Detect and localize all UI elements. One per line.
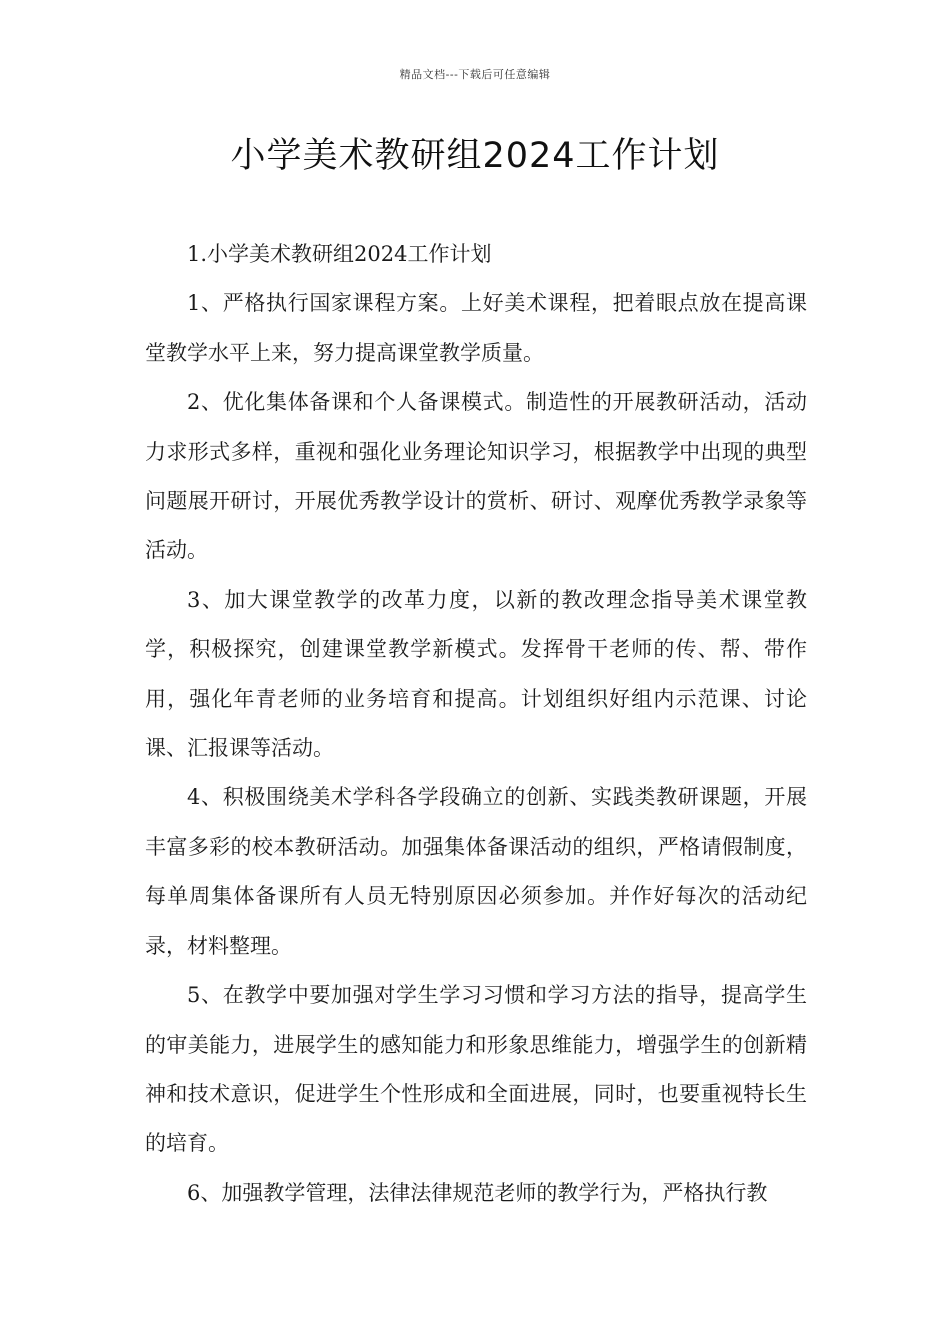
paragraph-intro: 1.小学美术教研组2024工作计划 — [187, 242, 492, 266]
paragraph-item-2: 2、优化集体备课和个人备课模式。制造性的开展教研活动，活动力求形式多样，重视和强化业务理论知识学习，根据教学中出现的典型问题展开研讨，开展优秀教学设计的赏析、研讨、观摩优秀教学录象等活动。 — [145, 390, 807, 563]
document-title: 小学美术教研组2024工作计划 — [230, 136, 720, 176]
paragraph-item-6: 6、加强教学管理，法律法律规范老师的教学行为，严格执行教 — [187, 1180, 768, 1205]
document-body — [145, 230, 807, 1218]
paragraph-item-5: 5、在教学中要加强对学生学习习惯和学习方法的指导，提高学生的审美能力，进展学生的感知能力和形象思维能力，增强学生的创新精神和技术意识，促进学生个性形成和全面进展，同时，也要重视特长生的培育。 — [145, 983, 807, 1156]
paragraph-item-1: 1、严格执行国家课程方案。上好美术课程，把着眼点放在提高课堂教学水平上来，努力提高课堂教学质量。 — [145, 291, 807, 365]
paragraph-item-4: 4、积极围绕美术学科各学段确立的创新、实践类教研课题，开展丰富多彩的校本教研活动。加强集体备课活动的组织，严格请假制度，每单周集体备课所有人员无特别原因必须参加。并作好每次的活动纪录，材料整理。 — [145, 785, 807, 958]
paragraph-item-3: 3、加大课堂教学的改革力度，以新的教改理念指导美术课堂教学，积极探究，创建课堂教学新模式。发挥骨干老师的传、帮、带作用，强化年青老师的业务培育和提高。计划组织好组内示范课、讨论课、汇报课等活动。 — [145, 587, 807, 761]
header-watermark: 精品文档---下载后可任意编辑 — [399, 68, 551, 81]
